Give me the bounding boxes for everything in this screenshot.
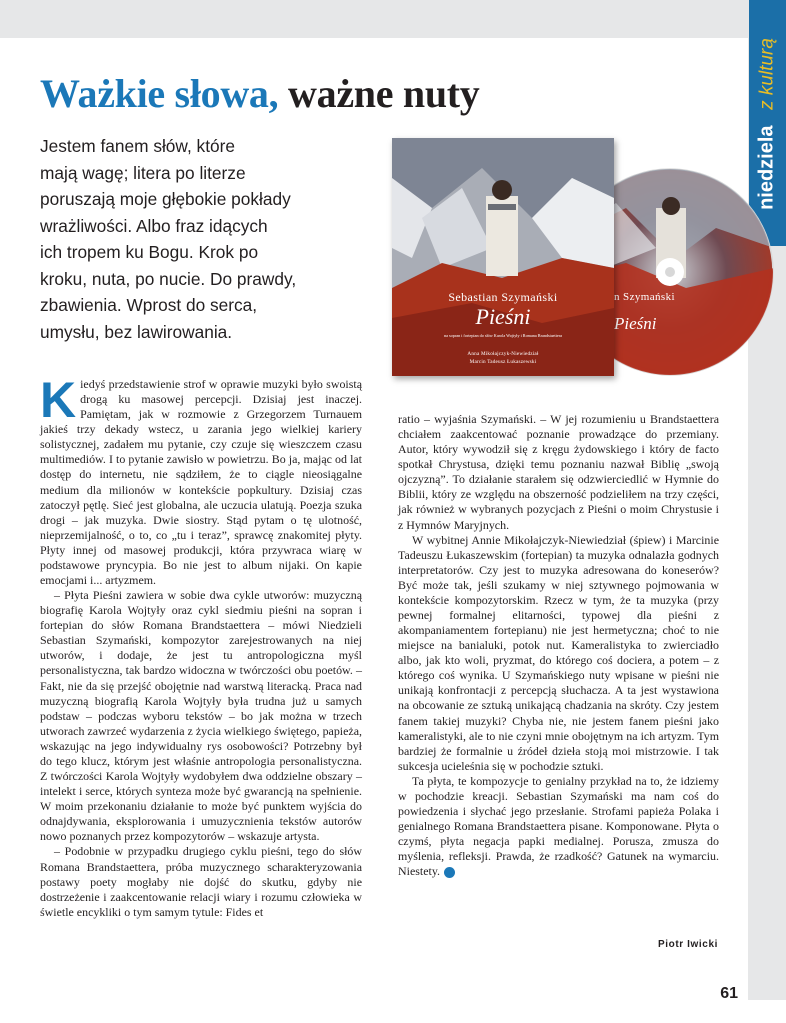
cover-art [392, 138, 614, 376]
author-byline: Piotr Iwicki [658, 939, 718, 950]
lead-paragraph [40, 133, 380, 345]
section-tab-label: z kulturą [756, 38, 778, 110]
article-paragraph: Ta płyta, te kompozycje to genialny przykład na to, że idziemy w pochodzie kreacji. Sebastian Szymański ma nam coś do powiedzenia i słychać jego przesłanie. Strofami papieża Polaka i genialnego Romana Brandstaettera pisane. Komponowane. Płyta o czymś, płyta negacja papki medialnej. Porusza, zmusza do myślenia, refleksji. Prawda, że rzadkość? Gatunek na wymarciu. Niestety. n [398, 773, 719, 879]
cover-subtitle: na sopran i fortepian do słów Karola Wojtyły i Romana Brandstaettera [444, 333, 562, 338]
page-number: 61 [720, 985, 738, 1002]
lead-line: poruszają moje głębokie pokłady [40, 189, 291, 209]
lead-line: Jestem fanem słów, które [40, 136, 235, 156]
lead-line: umysłu, bez lawirowania. [40, 321, 233, 342]
drop-cap: K [40, 372, 77, 428]
cover-title: Pieśni [475, 304, 531, 329]
album-cover [392, 138, 614, 376]
lead-line: kroku, nuta, po nucie. Do prawdy, [40, 268, 297, 289]
performer: Marcin Tadeusz Łukaszewski [469, 358, 537, 365]
performer: Anna Mikołajczyk-Niewiedział [467, 351, 539, 357]
article-paragraph: ratio – wyjaśnia Szymański. – W jej rozumieniu u Brandstaettera chciałem zaakcentować poznanie prowadzące do przemiany. Autor, który wywodził się z kręgu żydowskiego i który de facto spotkał Chrystusa, dzięki temu poznaniu nazwał Biblię „swoją ojczyzną”. To działanie starałem się odzwierciedlić w Hymnie do Biblii, który ze względu na obszerność podzieliłem na trzy części, jak również w wybranych pozycjach z Pieśni o moim Chrystusie i z Hymnów Maryjnych. [398, 412, 719, 532]
lead-line: wrażliwości. Albo fraz idących [40, 215, 268, 236]
article-paragraph: – Płyta Pieśni zawiera w sobie dwa cykle utworów: muzyczną biografię Karola Wojtyły oraz cykl siedmiu pieśni na sopran i fortepian do słów Romana Brandstaettera – mówi Niedzieli Sebastian Szymański, kompozytor zarejestrowanych na niej utworów, i dodaje, że jest tu antropologiczna myśl personalistyczna, tak bardzo widoczna w twórczości obu poetów. – Fakt, nie da się przejść obojętnie nad warstwą literacką. Praca nad muzyczną biografią Karola Wojtyły była trudna już u samych podstaw – podczas wyboru tekstów – bo jak można w trzech utworach zawrzeć wydarzenia z życia wielkiego świętego, papieża, wskazując na jego indywidualny rys osobowości? Potrzebny był do tego klucz, którym jest właśnie antropologia personalistyczna. Z twórczości Karola Wojtyły wydobyłem dwa oddzielne obszary – intelekt i serce, których synteza może być gwarancją na spełnienie. W moim przekonaniu działanie to może być punktem wyjścia do odnajdywania, eksplorowania i umuzycznienia tekstów autorów nowo poznanych przez kompozytorów – wskazuje artysta. [40, 588, 362, 844]
lead-line: ich tropem ku Bogu. Krok po [40, 242, 259, 262]
lead-line: mają wagę; litera po literze [40, 162, 246, 183]
article-column-right [398, 412, 719, 879]
section-tab-brand: niedziela [755, 125, 778, 210]
title-part-1: Ważkie słowa, [40, 71, 279, 116]
album-image [392, 138, 730, 388]
top-band [0, 0, 786, 38]
cover-performers [392, 351, 614, 366]
disc-title: Pieśni [614, 314, 657, 333]
article-paragraph: – Podobnie w przypadku drugiego cyklu pieśni, tego do słów Romana Brandstaettera, próba muzycznego scharakteryzowania postawy poety mogłaby nie dojść do skutku, gdyby nie dostrzeżenie i zaakcentowanie relacji wiary i rozumu człowieka w świetle encykliki o tym samym tytule: Fides et [40, 844, 362, 919]
cover-composer: Sebastian Szymański [448, 290, 558, 304]
article-paragraph: Kiedyś przedstawienie strof w oprawie muzyki było swoistą drogą ku masowej percepcji. Dzisiaj jest inaczej. Pamiętam, jak w rozmowie z Grzegorzem Turnauem jakieś trzy dekady wstecz, u zarania jego wielkiej kariery solistycznej, zadałem mu pytanie, czy czuje się wieszczem czasu multimediów. I to pytanie zawisło w powietrzu. Bo ja, mając od lat dostęp do internetu, nie sądziłem, że to ciągle nieosiągalne medium dla milionów w kontekście popkultury. Dzisiaj czas zatoczył pętlę. Sieć jest globalna, ale uczucia ulatują. Poezja szuka drogi – jak muzyka. Dwie siostry. Stąd pytam o tę ulotność, nieprzemijalność, o to, co „tu i teraz”, sprawcę znakomitej płyty. Płyty innej od masowej produkcji, która przywraca wiarę w podstawowe pryncypia. Bo nie jest to album nijaki. On kapie emocjami i... artyzmem. [40, 372, 362, 588]
title-part-2: ważne nuty [288, 71, 480, 116]
lead-line: zbawienia. Wprost do serca, [40, 295, 258, 315]
end-mark-icon: n [444, 867, 455, 878]
disc-composer: n Szymański [614, 291, 675, 303]
article-column-left [40, 372, 362, 920]
article-paragraph: W wybitnej Annie Mikołajczyk-Niewiedział (śpiew) i Marcinie Tadeuszu Łukaszewskim (fortepian) ta muzyka odnalazła godnych interpretatorów. Czy jest to muzyka adresowana do koneserów? Być może tak, jeśli szukamy w niej sztywnego pojmowania w kontekście kompozytorskim. Rzecz w tym, że ta muzyka (przy pewnej formalnej elitarności, typowej dla pieśni z akompaniamentem fortepianu) nie jest hermetyczna; choć to nie miejsce na banialuki, potok nut. Kameralistyka to zwierciadło albo, jak kto woli, pryzmat, do którego coś dociera, a potem – z którego coś wynika. U Szymańskiego nuty wpisane w pieśni nie unikają konfrontacji z percepcją słuchacza. A ta jest wystawiona na obcowanie ze sztuką unikającą chadzania na skróty. Czy jestem fanem takiej muzyki? Chyba nie, nie jestem fanem pieśni jako kameralistyki, ale to nie czyni mnie obojętnym na ich artyzm. Tym bardziej że formalnie u źródeł dzieła stoją moi mistrzowie. I tak sukcesja ucieleśnia się w pochodzie sztuki. [398, 532, 719, 773]
page-title [40, 71, 480, 116]
